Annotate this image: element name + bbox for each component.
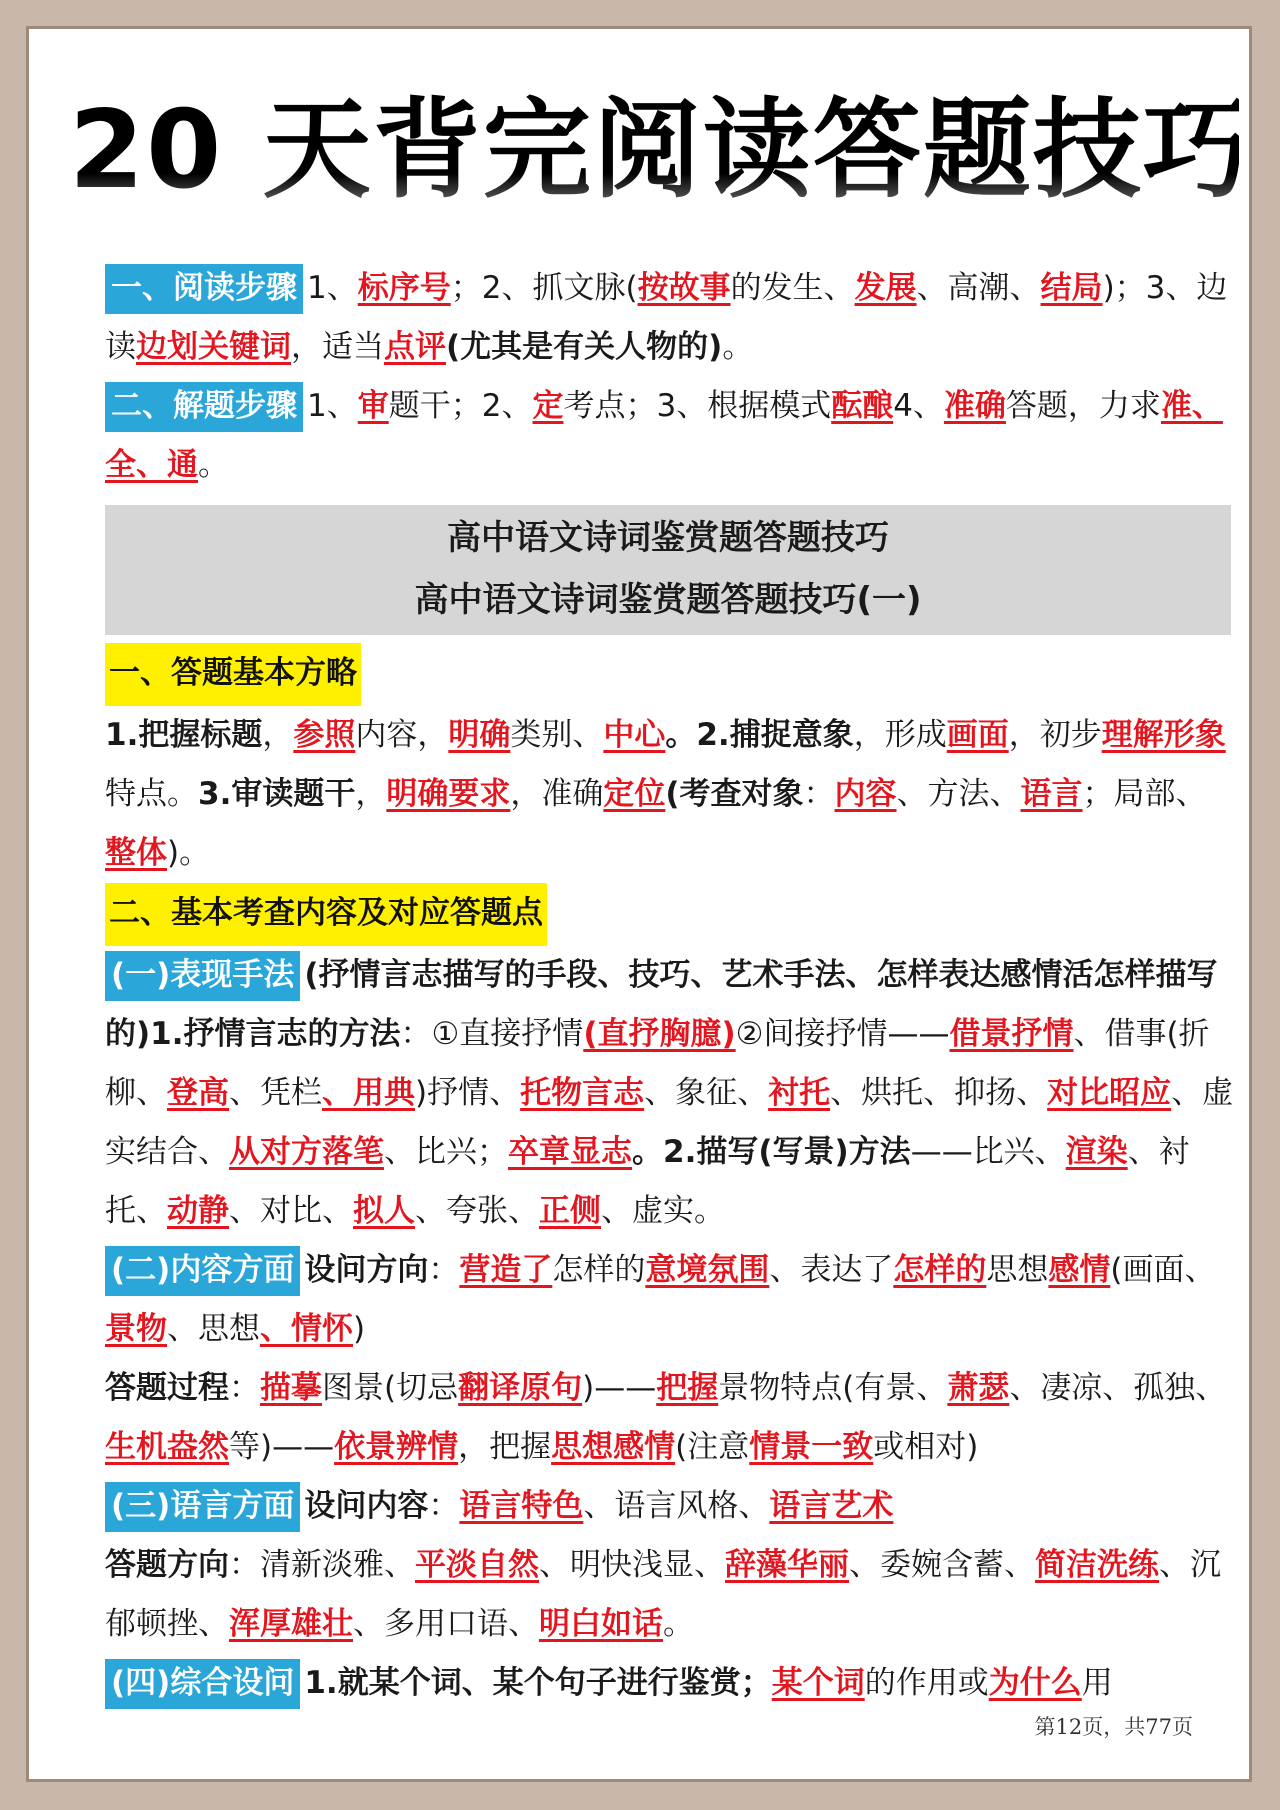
basic-strategy-paragraph [105,706,1235,883]
section-tag-techniques: (一)表现手法 [105,951,300,1001]
keyword: 准、全、通 [105,388,1223,483]
text: 1、 [307,388,358,424]
page-number: 第12页，共77页 [1034,1715,1193,1739]
text: ： [803,776,835,812]
text: 、方法、 [896,776,1021,812]
bold-text: 设问方向 [304,1252,429,1288]
text: 、夸张、 [415,1193,539,1229]
text: 。 [722,329,754,365]
banner-line-2: 高中语文诗词鉴赏题答题技巧(一) [414,580,922,620]
keyword: 情景一致 [749,1429,874,1465]
reading-steps-paragraph [105,259,1235,377]
keyword: 营造了 [459,1252,553,1288]
heading-basic-strategy: 一、答题基本方略 [105,643,361,706]
bold-text: 答题过程 [105,1370,229,1406]
keyword: 发展 [854,270,917,306]
text: 题干；2、 [388,388,533,424]
text: ，适当 [291,329,384,365]
text: 4、 [893,388,944,424]
text: 特点。 [105,776,198,812]
keyword: 、情怀 [260,1311,353,1347]
bold-text: (抒情言志描写的手段、技巧、艺术手法、怎样表达感情活怎样描写的)1.抒情言志的方法 [105,957,1218,1052]
bold-text: 3.审读题干 [198,776,356,812]
keyword: 为什么 [988,1665,1082,1701]
bold-text: (尤其是有关人物的) [446,329,723,365]
text: 、委婉含蓄、 [849,1547,1035,1583]
keyword: 思想感情 [551,1429,676,1465]
keyword: 描摹 [260,1370,322,1406]
text: 的作用或 [864,1665,989,1701]
text: )—— [582,1370,657,1406]
text: 内容， [355,717,449,753]
section-tag-solving-steps: 二、解题步骤 [105,382,303,432]
techniques-paragraph [105,946,1235,1241]
keyword: 理解形象 [1101,717,1226,753]
text: ，初步 [1008,717,1102,753]
keyword: 平淡自然 [415,1547,539,1583]
keyword: 、用典 [322,1075,415,1111]
keyword: 托物言志 [520,1075,645,1111]
section-tag-language: (三)语言方面 [105,1482,300,1532]
text: ：①直接抒情 [400,1016,584,1052]
keyword: 准确 [943,388,1006,424]
text: 考点；3、根据模式 [563,388,832,424]
bold-text: 。2.捕捉意象 [665,717,854,753]
text: 、高潮、 [916,270,1041,306]
bold-text: (考查对象 [665,776,804,812]
keyword: 意境氛围 [645,1252,770,1288]
text: 、表达了 [769,1252,894,1288]
text: (画面、 [1110,1252,1216,1288]
keyword: 借景抒情 [949,1016,1074,1052]
text: ，把握 [458,1429,552,1465]
text: ： [428,1252,460,1288]
text: ；2、抓文脉( [450,270,638,306]
text: 、虚实结合、 [105,1075,1234,1170]
keyword: 怎样的 [893,1252,987,1288]
keyword: 语言艺术 [769,1488,894,1524]
section-tag-comprehensive: (四)综合设问 [105,1659,300,1709]
answer-process-paragraph [105,1359,1235,1477]
keyword: 语言 [1020,776,1083,812]
text: 景物特点(有景、 [718,1370,948,1406]
keyword: 点评 [384,329,446,365]
text: ，准确 [510,776,604,812]
banner-line-1: 高中语文诗词鉴赏题答题技巧 [447,518,889,558]
text: (注意 [675,1429,750,1465]
keyword: 某个词 [771,1665,865,1701]
text: 等)—— [229,1429,335,1465]
keyword: 把握 [656,1370,719,1406]
text: ， [262,717,294,753]
keyword: (直抒胸臆) [583,1016,736,1052]
bold-text: 1.就某个词、某个句子进行鉴赏； [304,1665,772,1701]
keyword: 明确要求 [386,776,511,812]
heading-basic-strategy-wrap [105,643,1235,706]
keyword: 感情 [1048,1252,1111,1288]
keyword: 拟人 [353,1193,415,1229]
language-aspect-paragraph [105,1477,1235,1536]
keyword: 卒章显志 [508,1134,632,1170]
keyword: 定 [532,388,564,424]
text: 类别、 [510,717,604,753]
text: 、多用口语、 [353,1606,539,1642]
text: ： [428,1488,460,1524]
keyword: 中心 [603,717,666,753]
text: ：清新淡雅、 [229,1547,415,1583]
keyword: 画面 [946,717,1009,753]
keyword: 结局 [1040,270,1103,306]
text: 、借事(折柳、 [105,1016,1210,1111]
answer-direction-paragraph [105,1536,1235,1654]
keyword: 整体 [105,835,167,871]
keyword: 按故事 [637,270,731,306]
keyword: 衬托 [768,1075,831,1111]
text: 。 [663,1606,694,1642]
text: 用 [1081,1665,1113,1701]
text: ；局部、 [1082,776,1207,812]
text: 。 [198,447,229,483]
text: 怎样的 [552,1252,646,1288]
text: ②间接抒情—— [735,1016,950,1052]
keyword: 动静 [167,1193,229,1229]
text: 1、 [307,270,358,306]
bold-text: 设问内容 [304,1488,429,1524]
keyword: 登高 [167,1075,229,1111]
section-banner [105,505,1231,635]
keyword: 简洁洗练 [1035,1547,1159,1583]
keyword: 语言特色 [459,1488,584,1524]
keyword: 依景辨情 [334,1429,459,1465]
page-title: 20 天背完阅读答题技巧 [69,91,1239,241]
keyword: 定位 [603,776,666,812]
text: )。 [167,835,211,871]
keyword: 萧瑟 [947,1370,1010,1406]
keyword: 从对方落笔 [229,1134,384,1170]
heading-content-points: 二、基本考查内容及对应答题点 [105,883,547,946]
keyword: 对比昭应 [1047,1075,1172,1111]
text: ) [353,1311,366,1347]
keyword: 边划关键词 [136,329,291,365]
heading-content-points-wrap [105,883,1235,946]
text: ： [229,1370,260,1406]
comprehensive-paragraph [105,1654,1235,1713]
bold-text: 1.把握标题 [105,717,263,753]
keyword: 浑厚雄壮 [229,1606,353,1642]
keyword: 景物 [105,1311,167,1347]
solving-steps-paragraph [105,377,1235,495]
text: 思想 [986,1252,1049,1288]
bold-text: 。2.描写(写景)方法 [632,1134,911,1170]
keyword: 正侧 [539,1193,601,1229]
text: )抒情、 [415,1075,521,1111]
text: 、语言风格、 [583,1488,770,1524]
text: 答题，力求 [1005,388,1161,424]
content-aspect-paragraph [105,1241,1235,1359]
text: ， [355,776,387,812]
keyword: 审 [357,388,389,424]
keyword: 明白如话 [539,1606,663,1642]
keyword: 辞藻华丽 [725,1547,849,1583]
keyword: 标序号 [357,270,451,306]
text: 的发生、 [730,270,855,306]
text: 、对比、 [229,1193,353,1229]
text: 、衬托、 [105,1134,1190,1229]
text: )；3、边读 [105,270,1228,365]
text: ——比兴、 [910,1134,1066,1170]
keyword: 参照 [293,717,356,753]
keyword: 明确 [448,717,511,753]
text: ，形成 [853,717,947,753]
section-tag-reading-steps: 一、阅读步骤 [105,264,303,314]
keyword: 生机盎然 [105,1429,229,1465]
keyword: 翻译原句 [458,1370,583,1406]
text: 图景(切忌 [322,1370,459,1406]
document-body [105,259,1235,1713]
keyword: 渲染 [1065,1134,1128,1170]
text: 、比兴； [384,1134,508,1170]
text: 、明快浅显、 [539,1547,725,1583]
text: 、象征、 [644,1075,769,1111]
text: 、思想 [167,1311,260,1347]
text: 、虚实。 [601,1193,725,1229]
keyword: 酝酿 [831,388,894,424]
text: 、凭栏 [229,1075,322,1111]
text: 或相对) [873,1429,979,1465]
document-page [26,26,1252,1782]
bold-text: 答题方向 [105,1547,229,1583]
keyword: 内容 [834,776,897,812]
section-tag-content: (二)内容方面 [105,1246,300,1296]
text: 、凄凉、孤独、 [1009,1370,1227,1406]
text: 、烘托、抑扬、 [830,1075,1048,1111]
text: 、沉郁顿挫、 [105,1547,1221,1642]
